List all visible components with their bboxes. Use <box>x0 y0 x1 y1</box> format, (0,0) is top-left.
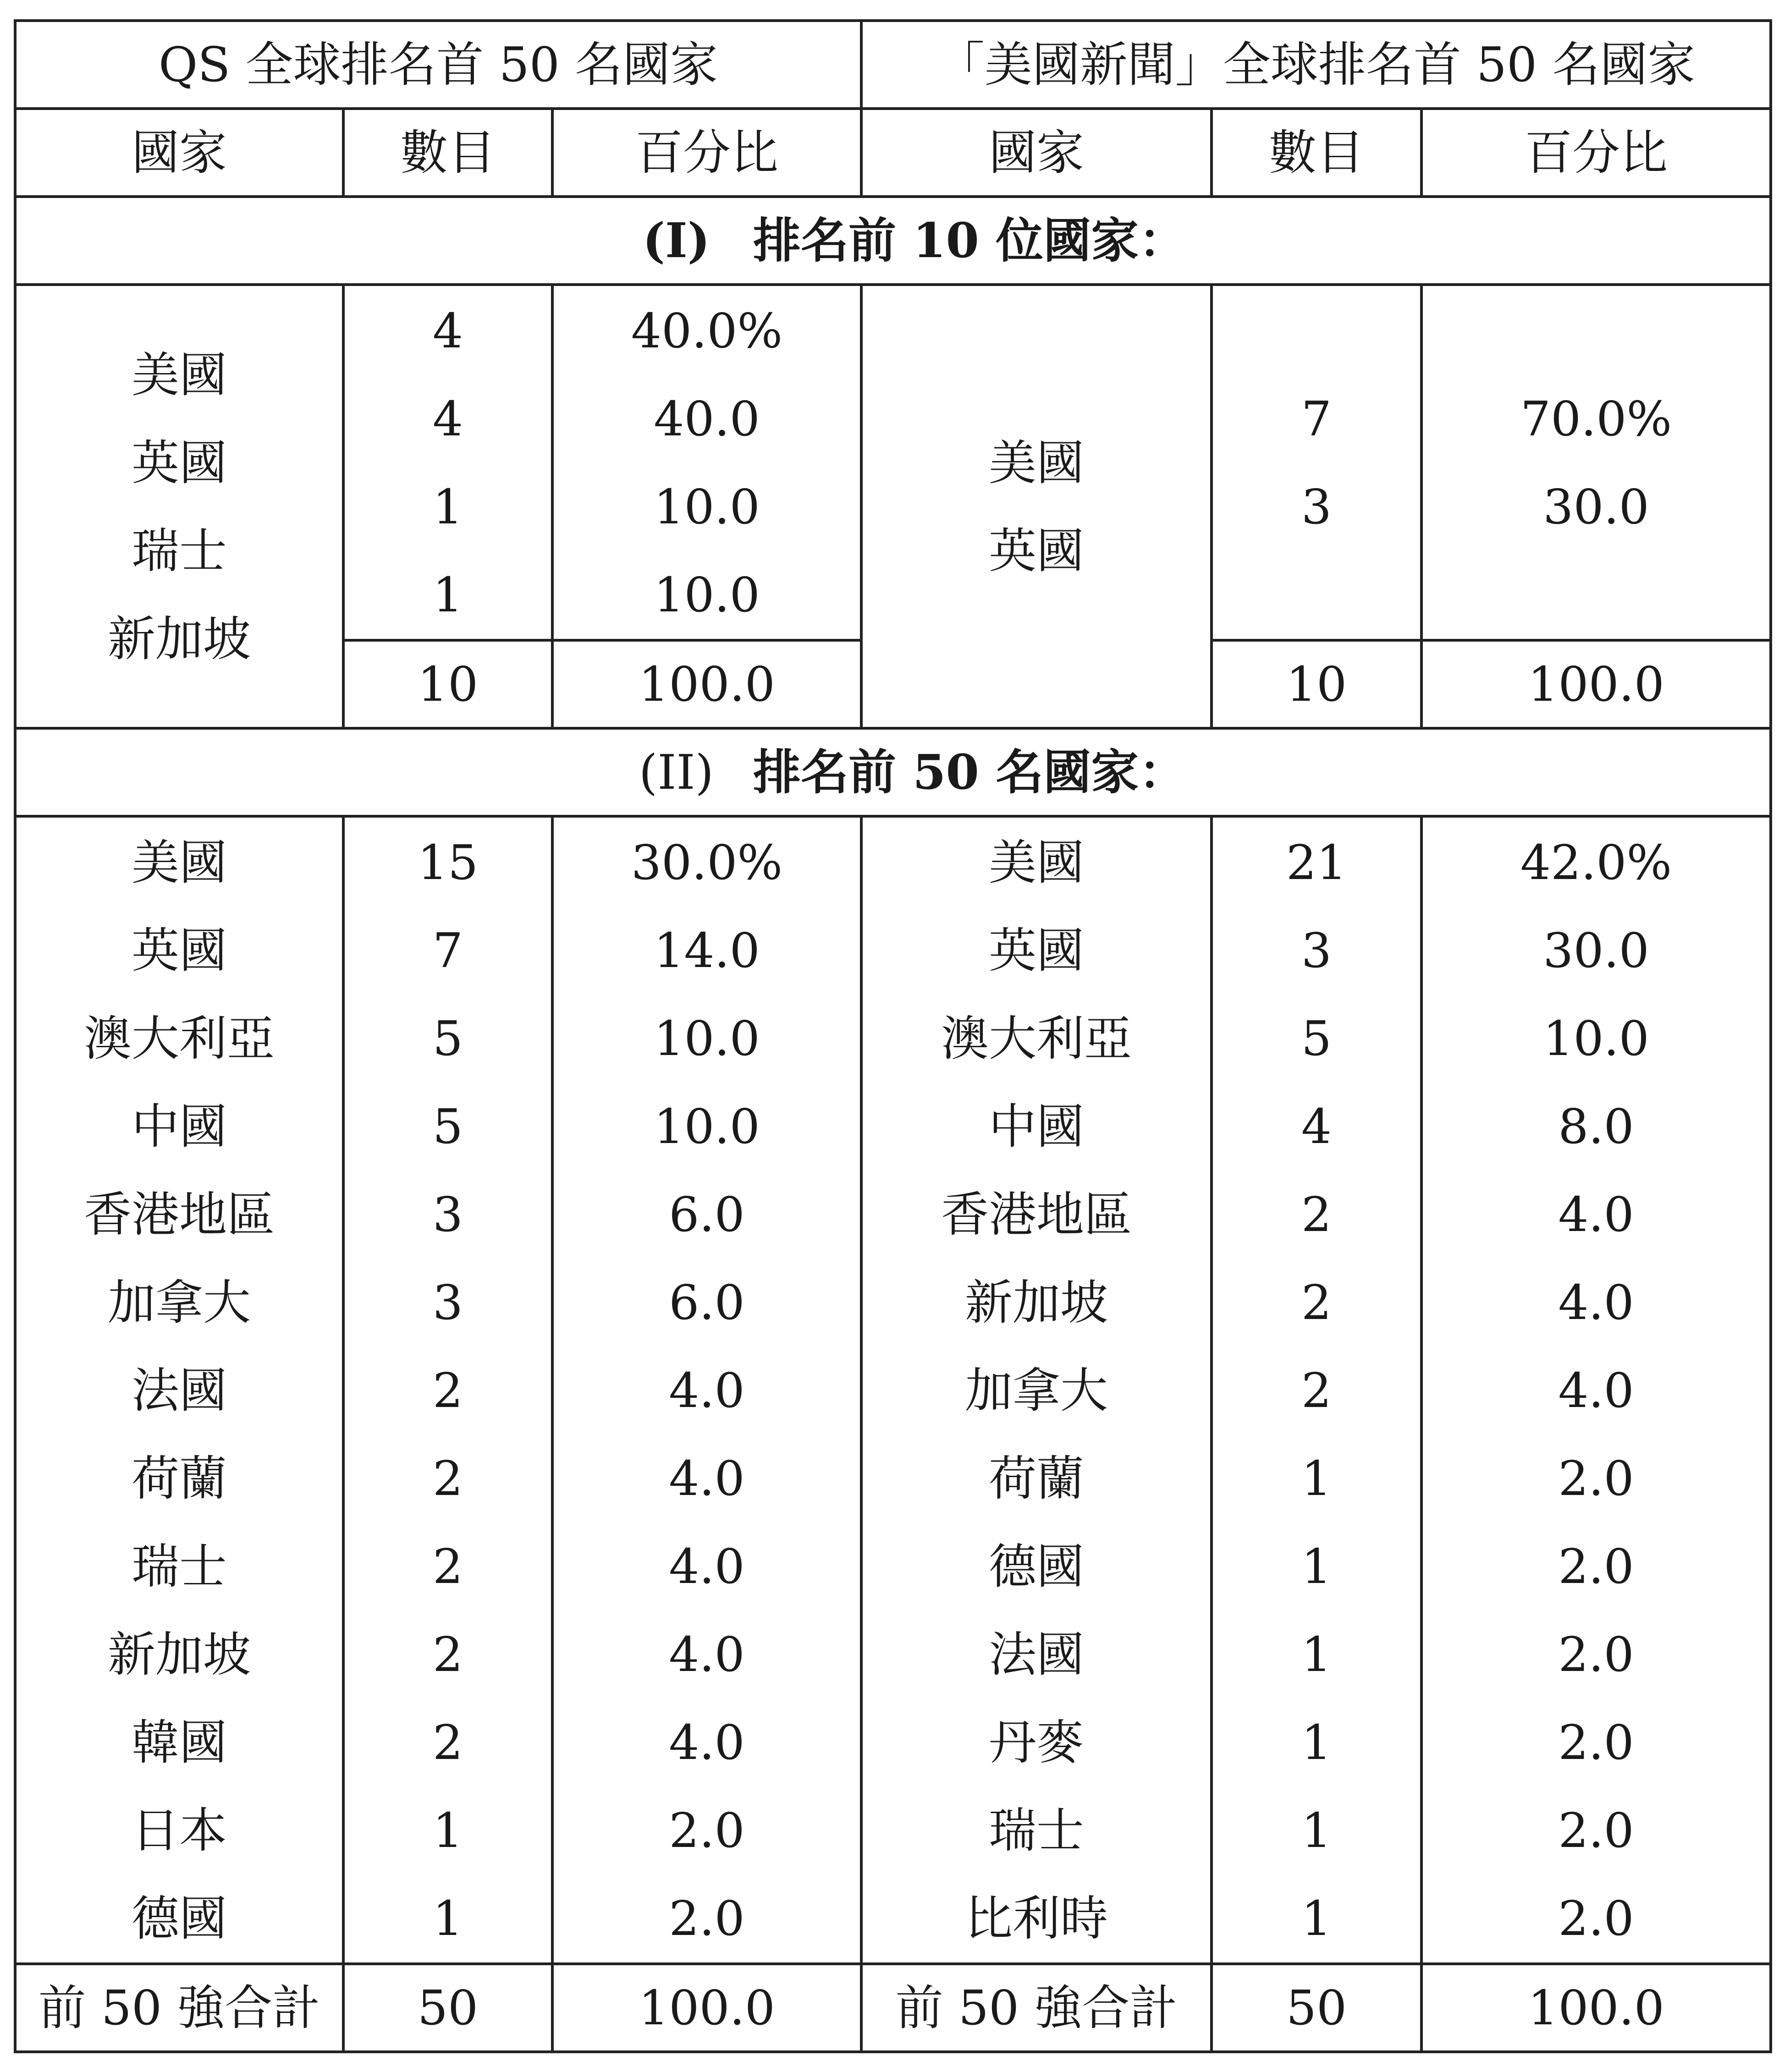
qs-top10-subtotal-count: 10 <box>343 640 552 728</box>
usnews-top10-percents <box>1421 285 1771 640</box>
country-cell: 香港地區 <box>941 1187 1132 1242</box>
country-cell: 美國 <box>131 835 227 890</box>
country-cell: 丹麥 <box>989 1715 1085 1770</box>
qs-top50-counts <box>343 816 552 1964</box>
column-header-row <box>15 109 1771 197</box>
count-cell: 4 <box>432 303 463 359</box>
percent-cell: 40.0 <box>654 391 760 447</box>
percent-cell: 2.0 <box>1558 1891 1634 1946</box>
usnews-total-percent: 100.0 <box>1421 1964 1771 2052</box>
count-cell: 1 <box>432 1803 463 1858</box>
qs-total-count: 50 <box>343 1964 552 2052</box>
percent-cell: 2.0 <box>1558 1803 1634 1858</box>
qs-percent-header: 百分比 <box>552 109 861 197</box>
percent-cell: 4.0 <box>669 1539 745 1594</box>
country-cell: 日本 <box>131 1803 227 1858</box>
count-cell: 3 <box>432 1275 463 1330</box>
qs-top50-percents <box>552 816 861 1964</box>
count-cell: 2 <box>432 1715 463 1770</box>
percent-cell: 2.0 <box>1558 1627 1634 1682</box>
count-cell: 5 <box>1301 1011 1332 1066</box>
country-cell: 美國 <box>989 835 1085 890</box>
usnews-top50-percents <box>1421 816 1771 1964</box>
country-cell: 韓國 <box>131 1715 227 1770</box>
qs-total-label: 前 50 強合計 <box>15 1964 343 2052</box>
usnews-percent-header: 百分比 <box>1421 109 1771 197</box>
count-cell: 3 <box>1301 923 1332 978</box>
count-cell: 1 <box>432 479 463 535</box>
count-cell: 1 <box>1301 1539 1332 1594</box>
country-cell: 瑞士 <box>131 1539 227 1594</box>
count-cell: 1 <box>1301 1715 1332 1770</box>
count-cell: 1 <box>432 1891 463 1946</box>
total-row <box>15 1964 1771 2052</box>
percent-cell: 2.0 <box>1558 1539 1634 1594</box>
percent-cell: 6.0 <box>669 1275 745 1330</box>
count-cell: 2 <box>432 1451 463 1506</box>
ranking-table <box>14 19 1772 2053</box>
percent-cell: 2.0 <box>669 1891 745 1946</box>
country-cell: 荷蘭 <box>989 1451 1085 1506</box>
country-cell: 香港地區 <box>83 1187 275 1242</box>
percent-cell: 10.0 <box>654 1011 760 1066</box>
count-cell: 2 <box>1301 1187 1332 1242</box>
count-cell: 4 <box>432 391 463 447</box>
percent-cell: 40.0% <box>631 303 783 359</box>
count-cell: 4 <box>1301 1099 1332 1154</box>
qs-top10-counts <box>343 285 552 640</box>
qs-top10-countries <box>15 285 343 728</box>
qs-title: QS 全球排名首 50 名國家 <box>15 21 861 109</box>
country-cell: 德國 <box>989 1539 1085 1594</box>
percent-cell: 30.0% <box>631 835 783 890</box>
country-cell: 英國 <box>989 923 1085 978</box>
count-cell: 1 <box>1301 1891 1332 1946</box>
country-cell: 法國 <box>131 1363 227 1418</box>
usnews-top10-counts <box>1212 285 1421 640</box>
count-cell: 1 <box>1301 1451 1332 1506</box>
country-cell: 英國 <box>989 523 1085 579</box>
title-row <box>15 21 1771 109</box>
country-cell: 比利時 <box>965 1891 1108 1946</box>
percent-cell: 2.0 <box>1558 1715 1634 1770</box>
count-cell: 15 <box>417 835 479 890</box>
country-cell: 新加坡 <box>107 1627 251 1682</box>
section-top10-label: 排名前 10 位國家： <box>753 212 1187 269</box>
count-cell: 21 <box>1286 835 1347 890</box>
qs-count-header: 數目 <box>343 109 552 197</box>
count-cell: 3 <box>432 1187 463 1242</box>
country-cell: 中國 <box>989 1099 1085 1154</box>
usnews-top10-countries <box>861 285 1212 728</box>
percent-cell: 42.0% <box>1520 835 1672 890</box>
percent-cell: 4.0 <box>1558 1187 1634 1242</box>
usnews-total-count: 50 <box>1212 1964 1421 2052</box>
section-top50-label: 排名前 50 名國家： <box>753 744 1187 800</box>
percent-cell: 30.0 <box>1543 923 1649 978</box>
percent-cell: 10.0 <box>1543 1011 1649 1066</box>
count-cell: 2 <box>432 1627 463 1682</box>
section-top50-data-row <box>15 816 1771 1964</box>
percent-cell: 4.0 <box>669 1715 745 1770</box>
percent-cell: 2.0 <box>1558 1451 1634 1506</box>
usnews-title: 「美國新聞」全球排名首 50 名國家 <box>861 21 1771 109</box>
qs-top10-percents <box>552 285 861 640</box>
count-cell: 7 <box>432 923 463 978</box>
usnews-count-header: 數目 <box>1212 109 1421 197</box>
usnews-top50-countries <box>861 816 1212 1964</box>
percent-cell: 6.0 <box>669 1187 745 1242</box>
count-cell: 1 <box>1301 1627 1332 1682</box>
country-cell: 法國 <box>989 1627 1085 1682</box>
percent-cell: 70.0% <box>1520 391 1672 447</box>
percent-cell: 4.0 <box>669 1451 745 1506</box>
country-cell: 德國 <box>131 1891 227 1946</box>
percent-cell: 8.0 <box>1558 1099 1634 1154</box>
qs-top10-subtotal-percent: 100.0 <box>552 640 861 728</box>
country-cell: 英國 <box>131 923 227 978</box>
percent-cell: 2.0 <box>669 1803 745 1858</box>
country-cell: 英國 <box>131 435 227 491</box>
percent-cell: 30.0 <box>1543 479 1649 535</box>
count-cell: 2 <box>1301 1363 1332 1418</box>
country-cell: 瑞士 <box>131 523 227 579</box>
section-top10-header <box>15 197 1771 285</box>
count-cell: 1 <box>432 567 463 623</box>
usnews-top10-subtotal-percent: 100.0 <box>1421 640 1771 728</box>
percent-cell: 10.0 <box>654 567 760 623</box>
percent-cell: 10.0 <box>654 479 760 535</box>
count-cell: 7 <box>1301 391 1332 447</box>
usnews-total-label: 前 50 強合計 <box>861 1964 1212 2052</box>
count-cell: 5 <box>432 1011 463 1066</box>
country-cell: 美國 <box>131 347 227 403</box>
section-top10-roman: (I) <box>642 212 710 269</box>
count-cell: 1 <box>1301 1803 1332 1858</box>
section-top50-roman: (II) <box>639 744 714 800</box>
count-cell: 2 <box>432 1539 463 1594</box>
percent-cell: 4.0 <box>669 1627 745 1682</box>
country-cell: 荷蘭 <box>131 1451 227 1506</box>
section-top50-heading <box>15 728 1771 816</box>
qs-total-percent: 100.0 <box>552 1964 861 2052</box>
section-top50-header <box>15 728 1771 816</box>
country-cell: 加拿大 <box>965 1363 1108 1418</box>
count-cell: 5 <box>432 1099 463 1154</box>
percent-cell: 4.0 <box>1558 1363 1634 1418</box>
usnews-country-header: 國家 <box>861 109 1212 197</box>
country-cell: 澳大利亞 <box>941 1011 1132 1066</box>
usnews-top10-subtotal-count: 10 <box>1212 640 1421 728</box>
country-cell: 新加坡 <box>107 611 251 667</box>
percent-cell: 4.0 <box>1558 1275 1634 1330</box>
section-top10-data-row <box>15 285 1771 640</box>
percent-cell: 4.0 <box>669 1363 745 1418</box>
country-cell: 加拿大 <box>107 1275 251 1330</box>
percent-cell: 14.0 <box>654 923 760 978</box>
country-cell: 新加坡 <box>965 1275 1108 1330</box>
qs-country-header: 國家 <box>15 109 343 197</box>
usnews-top50-counts <box>1212 816 1421 1964</box>
country-cell: 中國 <box>131 1099 227 1154</box>
percent-cell: 10.0 <box>654 1099 760 1154</box>
country-cell: 美國 <box>989 435 1085 491</box>
count-cell: 3 <box>1301 479 1332 535</box>
country-cell: 瑞士 <box>989 1803 1085 1858</box>
count-cell: 2 <box>1301 1275 1332 1330</box>
section-top10-heading <box>15 197 1771 285</box>
country-cell: 澳大利亞 <box>83 1011 275 1066</box>
qs-top50-countries <box>15 816 343 1964</box>
count-cell: 2 <box>432 1363 463 1418</box>
